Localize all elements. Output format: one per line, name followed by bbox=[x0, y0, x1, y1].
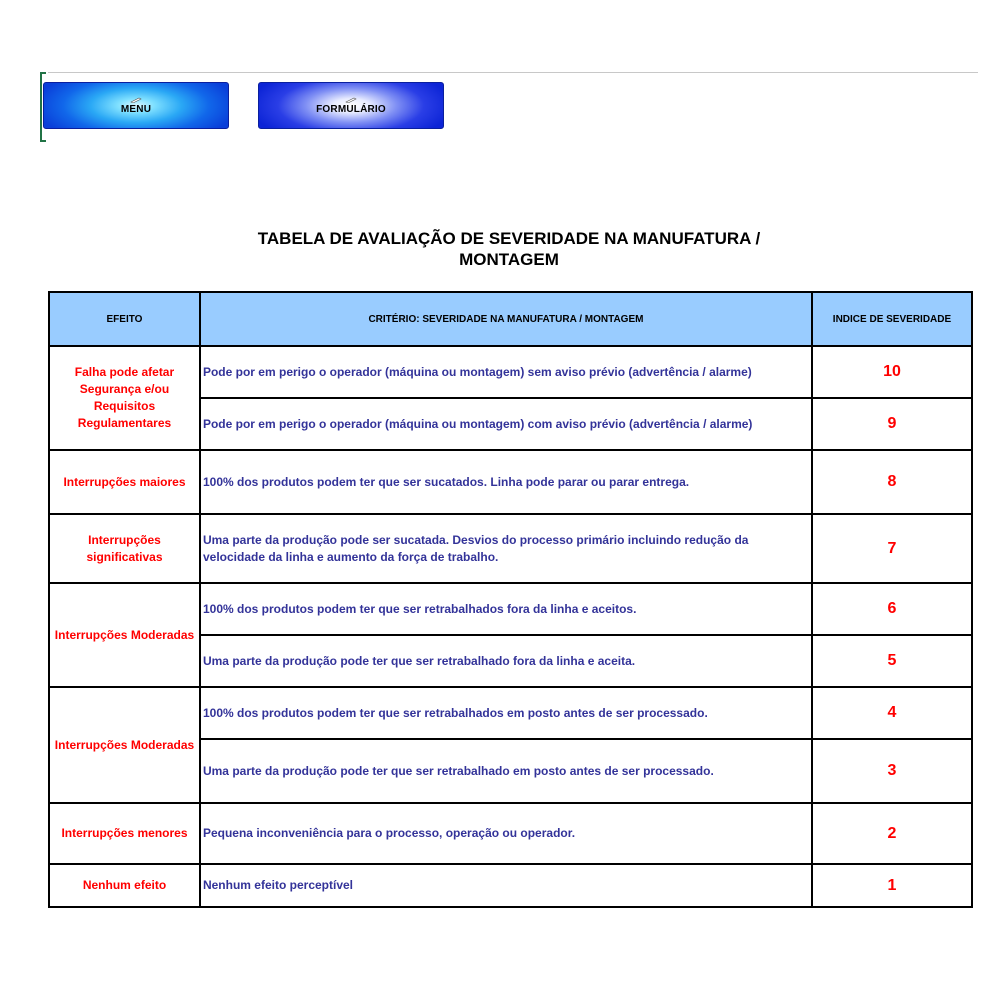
column-header-criterio: CRITÉRIO: SEVERIDADE NA MANUFATURA / MONTAGEM bbox=[201, 293, 811, 345]
table-row bbox=[50, 804, 971, 863]
criterio-cell: Uma parte da produção pode ser sucatada. Desvios do processo primário incluindo redução da velocidade da linha e aumento da força de trabalho. bbox=[201, 515, 811, 582]
severity-table bbox=[48, 291, 973, 908]
efeito-cell: Nenhum efeito bbox=[50, 865, 199, 906]
criterio-cell: Pode por em perigo o operador (máquina ou montagem) sem aviso prévio (advertência / alarme) bbox=[201, 347, 811, 397]
table-row bbox=[50, 347, 971, 397]
page-title-line2: MONTAGEM bbox=[459, 250, 559, 269]
page-title bbox=[0, 228, 1000, 270]
indice-cell: 10 bbox=[813, 347, 971, 397]
table-row bbox=[50, 451, 971, 513]
column-header-indice: INDICE DE SEVERIDADE bbox=[813, 293, 971, 345]
top-divider bbox=[48, 72, 978, 73]
efeito-cell: Falha pode afetar Segurança e/ou Requisitos Regulamentares bbox=[50, 347, 199, 449]
pencil-icon bbox=[130, 97, 142, 103]
table-row bbox=[50, 688, 971, 738]
indice-cell: 6 bbox=[813, 584, 971, 634]
menu-button[interactable] bbox=[43, 82, 229, 129]
page-title-line1: TABELA DE AVALIAÇÃO DE SEVERIDADE NA MANUFATURA / bbox=[257, 229, 761, 248]
criterio-cell: Pequena inconveniência para o processo, operação ou operador. bbox=[201, 804, 811, 863]
indice-cell: 8 bbox=[813, 451, 971, 513]
criterio-cell: Nenhum efeito perceptível bbox=[201, 865, 811, 906]
indice-cell: 7 bbox=[813, 515, 971, 582]
indice-cell: 5 bbox=[813, 636, 971, 686]
efeito-cell: Interrupções maiores bbox=[50, 451, 199, 513]
form-button[interactable] bbox=[258, 82, 444, 129]
table-row bbox=[50, 865, 971, 906]
indice-cell: 3 bbox=[813, 740, 971, 802]
criterio-cell: Pode por em perigo o operador (máquina ou montagem) com aviso prévio (advertência / alarme) bbox=[201, 399, 811, 449]
column-header-efeito: EFEITO bbox=[50, 293, 199, 345]
efeito-cell: Interrupções Moderadas bbox=[50, 584, 199, 686]
criterio-cell: 100% dos produtos podem ter que ser sucatados. Linha pode parar ou parar entrega. bbox=[201, 451, 811, 513]
criterio-cell: 100% dos produtos podem ter que ser retrabalhados fora da linha e aceitos. bbox=[201, 584, 811, 634]
criterio-cell: 100% dos produtos podem ter que ser retrabalhados em posto antes de ser processado. bbox=[201, 688, 811, 738]
efeito-cell: Interrupções menores bbox=[50, 804, 199, 863]
table-row bbox=[50, 584, 971, 634]
criterio-cell: Uma parte da produção pode ter que ser retrabalhado em posto antes de ser processado. bbox=[201, 740, 811, 802]
efeito-cell: Interrupções significativas bbox=[50, 515, 199, 582]
efeito-cell: Interrupções Moderadas bbox=[50, 688, 199, 802]
table-header-row bbox=[50, 293, 971, 345]
indice-cell: 9 bbox=[813, 399, 971, 449]
indice-cell: 4 bbox=[813, 688, 971, 738]
indice-cell: 2 bbox=[813, 804, 971, 863]
menu-button-label: MENU bbox=[120, 103, 152, 115]
form-button-label: FORMULÁRIO bbox=[316, 103, 386, 115]
pencil-icon bbox=[345, 97, 357, 103]
indice-cell: 1 bbox=[813, 865, 971, 906]
criterio-cell: Uma parte da produção pode ter que ser retrabalhado fora da linha e aceita. bbox=[201, 636, 811, 686]
table-row bbox=[50, 515, 971, 582]
